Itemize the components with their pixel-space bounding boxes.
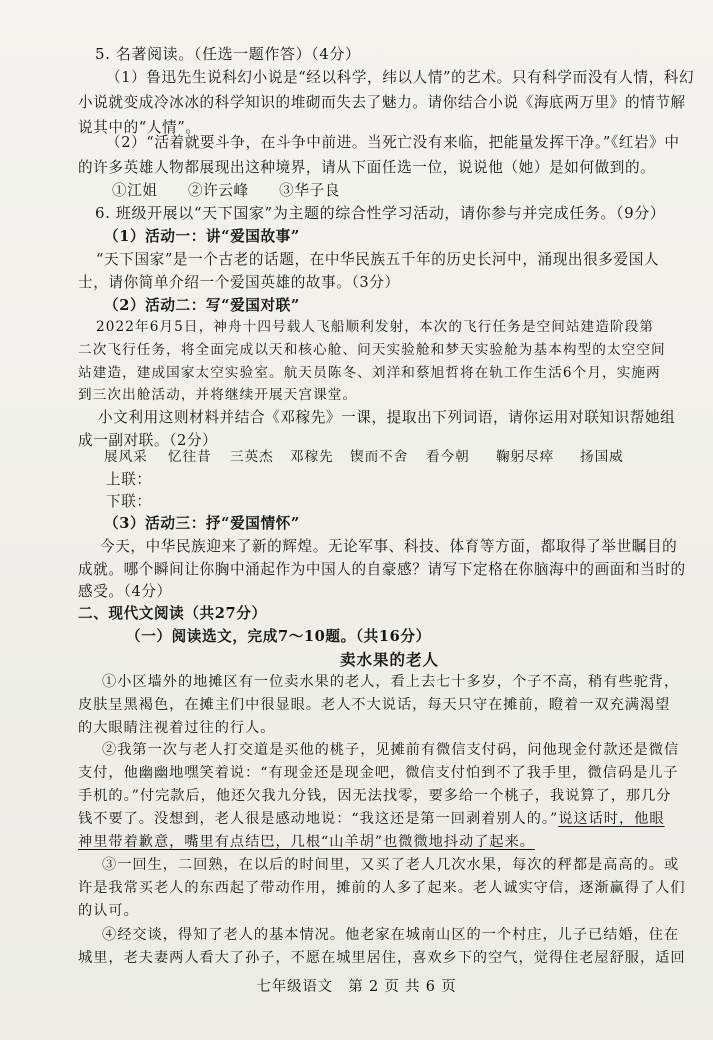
q6-activity1-title: （1）活动一：讲“爱国故事” <box>104 228 300 245</box>
q6-activity2-line1: 小文利用这则材料并结合《邓稼先》一课，提取出下列词语，请你运用对联知识帮她组 <box>98 409 676 426</box>
article-p2-line4 <box>78 809 665 829</box>
article-p2-line3: 手机的。”付完款后，他还欠我九分钱，因无法找零，要多给一个桃子，我说算了，那几分 <box>78 788 672 804</box>
couplet-word: 邓稼先 <box>290 449 334 465</box>
news-line4: 到三次出舱活动，并将继续开展天宫课堂。 <box>78 387 358 403</box>
couplet-word: 展风采 <box>104 449 148 465</box>
article-p2-line4-plain: 钱不要了。没想到，老人很是感动地说：“我这还是第一回剥着别人的。” <box>78 811 559 827</box>
article-p4-line2: 城里，老夫妻两人看大了孙子，不愿在城里居住，喜欢乡下的空气，觉得住老屋舒服，适回 <box>78 950 686 966</box>
section2-title: 二、现代文阅读（共27分） <box>78 605 267 622</box>
article-p1-line2: 皮肤呈黑褐色，在摊主们中很显眼。老人不大说话，每天只守在摊前，瞪着一双充满渴望 <box>78 697 671 713</box>
q5-part1-line1: （1）鲁迅先生说科幻小说是“经以科学，纬以人情”的艺术。只有科学而没有人情，科幻 <box>106 69 695 86</box>
article-p2-line1: ②我第一次与老人打交道是买他的桃子，见摊前有微信支付码，问他现金付款还是微信 <box>102 742 680 758</box>
q5-part1-line2: 小说就变成冷冰冰的科学知识的堆砌而失去了魅力。请你结合小说《海底两万里》的情节解 <box>78 94 686 111</box>
couplet-word: 扬国威 <box>580 449 624 465</box>
article-p3-line1: ③一回生，二回熟，在以后的时间里，又买了老人几次水果，每次的秤都是高高的。或 <box>102 857 680 873</box>
couplet-word: 锲而不舍 <box>350 449 409 465</box>
q5-part2-line2: 的许多英雄人物都展现出这种境界，请从下面任选一位，说说他（她）是如何做到的。 <box>78 159 656 176</box>
article-p2-underlined-sentence: 神里带着歉意，嘴里有点结巴，几根“山羊胡”也微微地抖动了起来。 <box>78 834 535 850</box>
q5-options: ①江姐 ②许云峰 ③华子良 <box>112 182 340 199</box>
couplet-word: 忆往昔 <box>168 449 212 465</box>
lower-couplet-label: 下联： <box>106 493 152 510</box>
news-line2: 二次飞行任务，将全面完成以天和核心舱、问天实验舱和梦天实验舱为基本构型的太空空间 <box>78 342 666 358</box>
article-p2-underlined-start: 说这话时，他眼 <box>558 811 665 827</box>
article-p3-line3: 的认可。 <box>78 903 139 919</box>
q6-activity1-line2: 士，请你简单介绍一个爱国英雄的故事。（3分） <box>78 274 400 291</box>
q5-title: 5. 名著阅读。（任选一题作答）（4分） <box>95 45 361 63</box>
q6-title: 6. 班级开展以“天下国家”为主题的综合性学习活动，请你参与并完成任务。（9分） <box>95 204 666 222</box>
couplet-word: 三英杰 <box>230 449 274 465</box>
article-p4-line1: ④经交谈，得知了老人的基本情况。他老家在城南山区的一个村庄，儿子已结婚，住在 <box>102 927 680 943</box>
couplet-word: 鞠躬尽瘁 <box>496 449 555 465</box>
news-line3: 站建造，建成国家太空实验室。航天员陈冬、刘洋和蔡旭哲将在轨工作生活6个月，实施两 <box>78 365 661 381</box>
article-p1-line3: 的大眼睛注视着过往的行人。 <box>78 720 276 736</box>
q5-part2-line1: （2）“活着就要斗争，在斗争中前进。当死亡没有来临，把能量发挥干净。”《红岩》中 <box>106 134 680 151</box>
article-p1-line1: ①小区墙外的地摊区有一位卖水果的老人，看上去七十多岁，个子不高，稍有些驼背， <box>102 674 680 690</box>
q6-activity3-title: （3）活动三：抒“爱国情怀” <box>104 515 300 532</box>
q6-activity2-line2: 成一副对联。（2分） <box>78 432 218 449</box>
news-line1: 2022年6月5日，神舟十四号载人飞船顺利发射，本次的飞行任务是空间站建造阶段第 <box>96 319 655 335</box>
q6-activity3-line1: 今天，中华民族迎来了新的辉煌。无论军事、科技、体育等方面，都取得了举世瞩目的 <box>100 538 678 555</box>
q5-part1-line3: 说其中的“人情”。 <box>78 119 201 136</box>
section2-subtitle: （一）阅读选文，完成7～10题。（共16分） <box>126 628 431 645</box>
article-title: 卖水果的老人 <box>340 650 440 669</box>
page-footer: 七年级语文 第 2 页 共 6 页 <box>256 979 457 995</box>
couplet-word: 看今朝 <box>426 449 470 465</box>
upper-couplet-label: 上联： <box>106 471 152 488</box>
article-p2-line2: 支付，他幽幽地嘿笑着说：“有现金还是现金吧，微信支付怕到不了我手里，微信码是儿子 <box>78 765 679 781</box>
q6-activity1-line1: “天下国家”是一个古老的话题，在中华民族五千年的历史长河中，涌现出很多爱国人 <box>96 251 660 268</box>
q6-activity3-line3: 感受。（4分） <box>78 583 172 600</box>
article-p3-line2: 许是我常买老人的东西起了带动作用，摊前的人多了起来。老人诚实守信，逐渐赢得了人们 <box>78 880 686 896</box>
q6-activity2-title: （2）活动二：写“爱国对联” <box>104 297 300 314</box>
q6-activity3-line2: 成就。哪个瞬间让你胸中涌起作为中国人的自豪感？请写下定格在你脑海中的画面和当时的 <box>78 561 686 578</box>
